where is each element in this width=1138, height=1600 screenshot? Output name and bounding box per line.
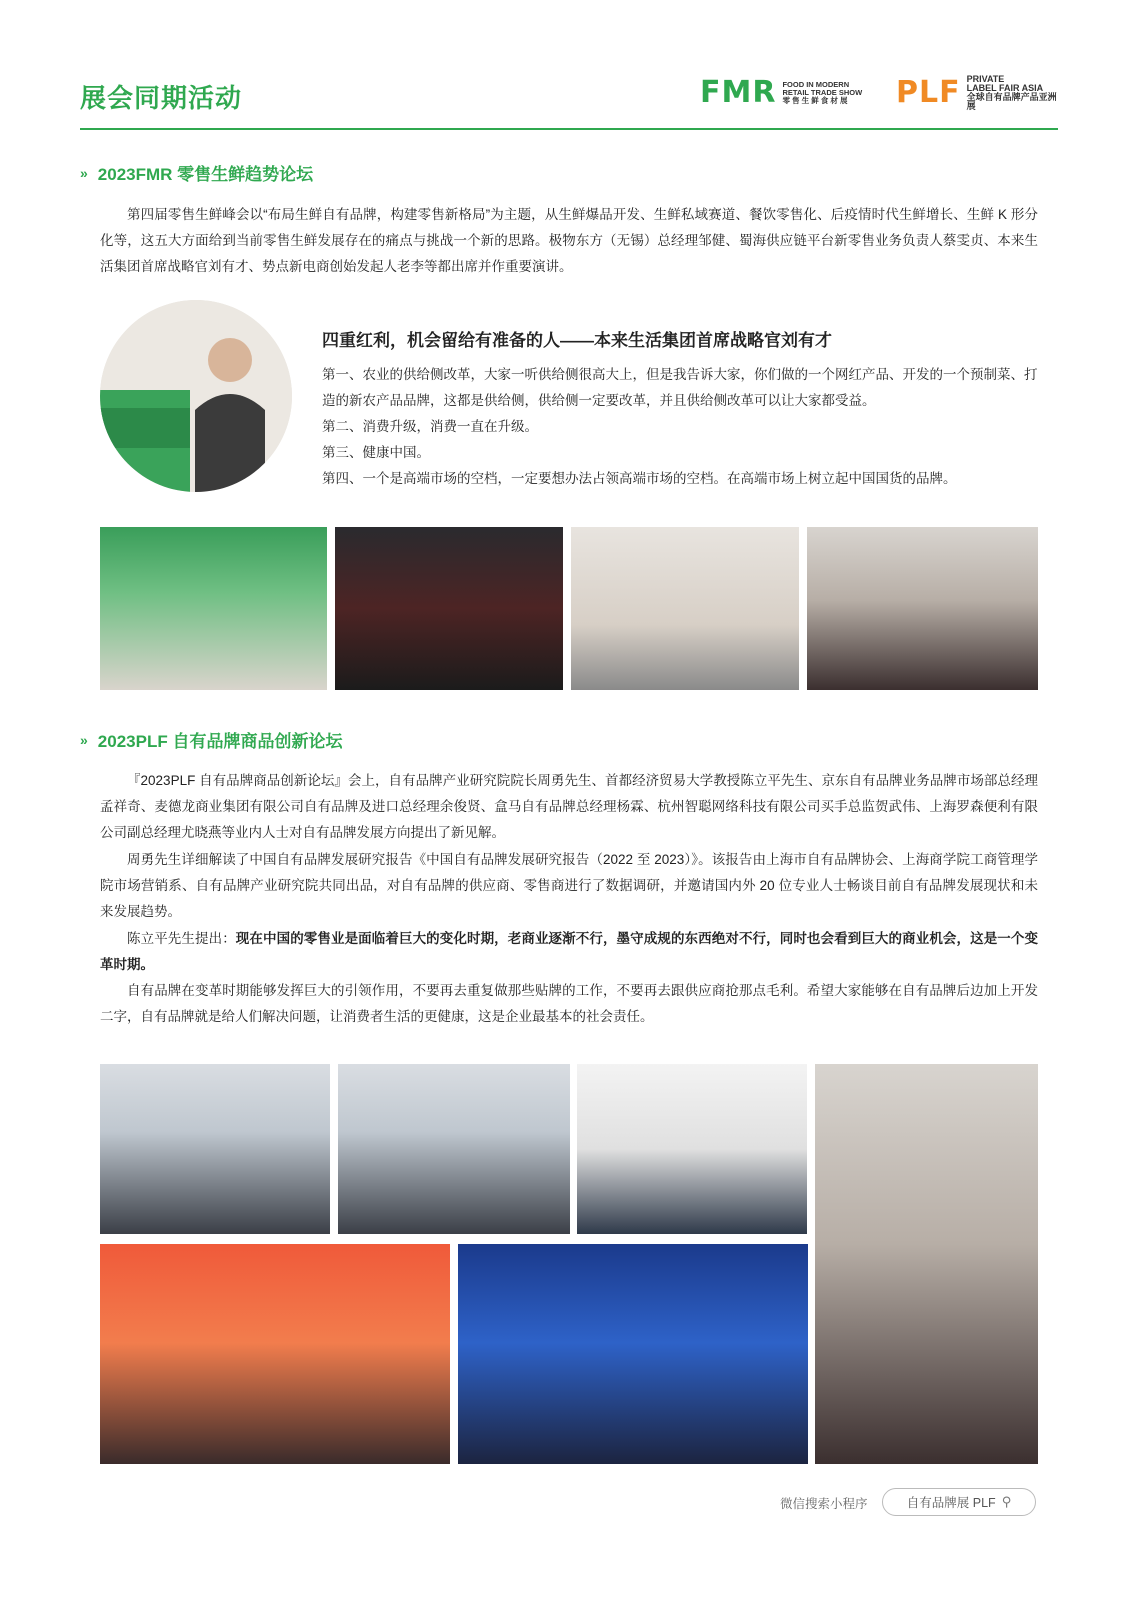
quote-line: 第一、农业的供给侧改革，大家一听供给侧很高大上，但是我告诉大家，你们做的一个网红产品、开发的一个预制菜、打造的新农产品品牌，这都是供给侧，供给侧一定要改革，并且供给侧改革可以让大家都受益。 — [322, 367, 1038, 408]
footer-hint: 微信搜索小程序 — [780, 1497, 868, 1511]
footer — [780, 1488, 1038, 1518]
plf-logo-text: PRIVATE LABEL FAIR ASIA 全球自有品牌产品亚洲展 — [966, 74, 1057, 111]
forum-photo-speaker-zhou — [577, 1064, 807, 1234]
speaker-portrait-circle — [100, 300, 292, 492]
fmr-logo-mark: FMR — [700, 75, 777, 110]
quote-line: 第二、消费升级，消费一直在升级。 — [322, 419, 538, 434]
fmr-logo — [700, 75, 863, 110]
fmr-logo-text: FOOD IN MODERN RETAIL TRADE SHOW 零 售 生 鲜 食 材 展 — [782, 80, 863, 105]
speaker-portrait-photo — [100, 300, 292, 492]
section-heading-fmr — [80, 160, 313, 185]
section-heading-plf-text: 2023PLF 自有品牌商品创新论坛 — [97, 732, 343, 751]
plf-paragraph-4: 自有品牌在变革时期能够发挥巨大的引领作用，不要再去重复做那些贴牌的工作，不要再去跟供应商抢那点毛利。希望大家能够在自有品牌后边加上开发二字，自有品牌就是给人们解决问题，让消费者生活的更健康，这是企业最基本的社会责任。 — [100, 983, 1038, 1024]
quote-line: 第四、一个是高端市场的空档，一定要想办法占领高端市场的空档。在高端市场上树立起中国国货的品牌。 — [322, 471, 957, 486]
page-header — [80, 70, 1058, 130]
plf-paragraph-3-lead: 陈立平先生提出： — [127, 931, 236, 946]
forum-photo-group-2 — [458, 1244, 808, 1464]
quote-body — [322, 362, 1038, 492]
forum-photo-speaker-2 — [335, 527, 563, 690]
plf-logo-mark: PLF — [896, 75, 961, 110]
forum-photo-speaker-4 — [807, 527, 1038, 690]
chevron-right-icon: » — [80, 164, 88, 181]
fmr-intro-paragraph: 第四届零售生鲜峰会以“布局生鲜自有品牌，构建零售新格局”为主题，从生鲜爆品开发、生鲜私域赛道、餐饮零售化、后疫情时代生鲜增长、生鲜 K 形分化等，这五大方面给到当前零售生鲜发展存在的痛点与挑战一个新的思路。极物东方（无锡）总经理邹健、蜀海供应链平台新零售业务负责人蔡雯贞、本来生活集团首席战略官刘有才、势点新电商创始发起人老李等都出席并作重要演讲。 — [100, 207, 1038, 274]
section-heading-plf — [80, 727, 342, 752]
page-title: 展会同期活动 — [80, 83, 243, 113]
plf-logo — [896, 74, 1058, 111]
plf-paragraph-1: 『2023PLF 自有品牌商品创新论坛』会上，自有品牌产业研究院院长周勇先生、首都经济贸易大学教授陈立平先生、京东自有品牌业务品牌市场部总经理孟祥奇、麦德龙商业集团有限公司自有品牌及进口总经理余俊贤、盒马自有品牌总经理杨霖、杭州智聪网络科技有限公司买手总监贺武伟、上海罗森便利有限公司副总经理尤晓燕等业内人士对自有品牌发展方向提出了新见解。 — [100, 773, 1038, 840]
forum-photo-group-1 — [100, 1244, 450, 1464]
miniprogram-search-pill[interactable] — [882, 1488, 1036, 1516]
plf-paragraph-3 — [100, 926, 1038, 978]
plf-paragraph-2: 周勇先生详细解读了中国自有品牌发展研究报告《中国自有品牌发展研究报告（2022 至 2023）》。该报告由上海市自有品牌协会、上海商学院工商管理学院市场营销系、自有品牌产业研究院共同出品，对自有品牌的供应商、零售商进行了数据调研，并邀请国内外 20 位专业人士畅谈目前自有品牌发展现状和未来发展趋势。 — [100, 852, 1038, 919]
plf-paragraph-3-emphasis: 现在中国的零售业是面临着巨大的变化时期，老商业逐渐不行，墨守成规的东西绝对不行，同时也会看到巨大的商业机会，这是一个变革时期。 — [100, 931, 1039, 972]
search-pill-label: 自有品牌展 PLF — [906, 1496, 996, 1510]
section-heading-fmr-text: 2023FMR 零售生鲜趋势论坛 — [97, 165, 314, 184]
forum-photo-speaker-3 — [571, 527, 799, 690]
forum-photo-audience-2 — [338, 1064, 570, 1234]
forum-photo-speaker-chen — [815, 1064, 1038, 1464]
forum-photo-speaker-1 — [100, 527, 327, 690]
search-icon: ⚲ — [1001, 1494, 1012, 1509]
chevron-right-icon: » — [80, 731, 88, 748]
quote-title: 四重红利，机会留给有准备的人——本来生活集团首席战略官刘有才 — [322, 331, 832, 350]
quote-line: 第三、健康中国。 — [322, 445, 430, 460]
forum-photo-audience-1 — [100, 1064, 330, 1234]
